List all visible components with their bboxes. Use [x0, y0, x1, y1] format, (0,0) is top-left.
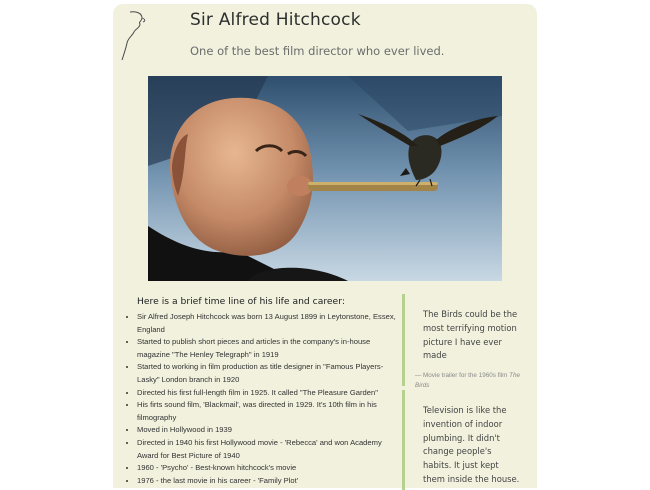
quote-attribution-source: — Movie trailer for the 1960s film: [415, 372, 508, 380]
quote-attribution: [415, 371, 520, 391]
timeline-item: • His firts sound film, 'Blackmail', was directed in 1929. It's 10th film in his filmography: [137, 399, 399, 424]
quote-television: [402, 390, 520, 490]
timeline-item: • 1976 - the last movie in his career - 'Family Plot': [137, 475, 399, 488]
timeline-item: • Moved in Hollywood in 1939: [137, 424, 399, 437]
hitchcock-profile-logo: [118, 10, 152, 62]
page-tagline: One of the best film director who ever lived.: [190, 44, 445, 58]
timeline-item: • Started to working in film production as title designer in "Famous Players-Lasky" London branch in 1920: [137, 361, 399, 386]
timeline-item: • Sir Alfred Joseph Hitchcock was born 13 August 1899 in Leytonstone, Essex, England: [137, 311, 399, 336]
quote-attribution-title: The Birds: [415, 372, 520, 390]
quote-text: Television is like the invention of indoor plumbing. It didn't change people's habits. It just kept them inside the house.: [423, 405, 520, 484]
quote-birds: [402, 294, 520, 390]
hitchcock-photo: [148, 76, 502, 281]
timeline-heading: Here is a brief time line of his life and career:: [137, 296, 345, 307]
timeline-item: • 1960 - 'Psycho' - Best-known hitchcock's movie: [137, 462, 399, 475]
timeline-list: [126, 311, 399, 487]
quote-text: The Birds could be the most terrifying motion picture I have ever made: [423, 309, 518, 361]
page-title: Sir Alfred Hitchcock: [190, 10, 361, 30]
timeline-item: • Directed his first full-length film in 1925. It called "The Pleasure Garden": [137, 387, 399, 400]
timeline-item: • Started to publish short pieces and articles in the company's in-house magazine "The Henley Telegraph" in 1919: [137, 336, 399, 361]
timeline-item: • Directed in 1940 his first Hollywood movie - 'Rebecca' and won Academy Award for Best Picture of 1940: [137, 437, 399, 462]
